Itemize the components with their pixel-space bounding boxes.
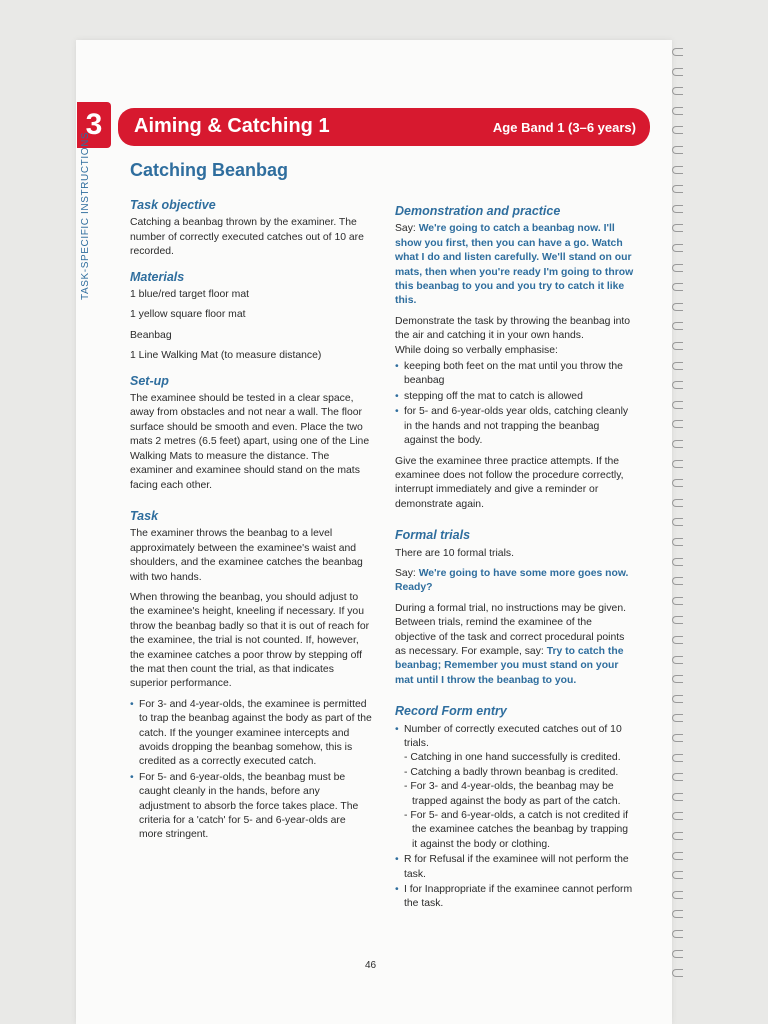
say-script: We're going to have some more goes now. Ready? — [395, 567, 629, 594]
demonstration-heading: Demonstration and practice — [395, 204, 561, 218]
spiral-loop — [672, 950, 683, 958]
side-section-label: TASK-SPECIFIC INSTRUCTIONS — [80, 131, 91, 300]
setup-text: The examinee should be tested in a clear space, away from obstacles and not near a wall. The floor surface should be smooth and even. Place the two mats 2 metres (6.5 feet) apart, using one of the Line Walking Mats to measure the distance. The examiner and examinee should stand on the mats facing each other. — [130, 393, 370, 491]
materials-item: 1 Line Walking Mat (to measure distance) — [130, 350, 322, 362]
spiral-loop — [672, 969, 683, 977]
spiral-loop — [672, 68, 683, 76]
emphasis-bullet-list — [395, 360, 635, 448]
formal-trials-paragraph: There are 10 formal trials. — [395, 547, 514, 559]
materials-item: 1 blue/red target floor mat — [130, 289, 249, 301]
age-band-label: Age Band 1 (3–6 years) — [492, 120, 636, 135]
record-bullet-list — [395, 723, 635, 912]
spiral-loop — [672, 910, 683, 918]
task-paragraph: When throwing the beanbag, you should adjust to the examinee's height, kneeling if necessary. If you throw the beanbag badly so that it is out of reach for the examinee, the trial is not counted. If, however, the examinee catches a poor throw by stepping off the mat then count the trial, as that indicates superior performance. — [130, 591, 370, 690]
spiral-loop — [672, 342, 683, 350]
spiral-loop — [672, 852, 683, 860]
spiral-loop — [672, 773, 683, 781]
spiral-loop — [672, 460, 683, 468]
spiral-loop — [672, 734, 683, 742]
chapter-number-tab: 3 — [77, 102, 111, 148]
spiral-loop — [672, 597, 683, 605]
say-script: Try to catch the beanbag; Remember you must stand on your mat until I throw the beanbag to you. — [395, 645, 624, 686]
spiral-loop — [672, 558, 683, 566]
spiral-loop — [672, 871, 683, 879]
spiral-loop — [672, 146, 683, 154]
spiral-loop — [672, 479, 683, 487]
say-prefix: Say: — [395, 223, 419, 235]
spiral-loop — [672, 812, 683, 820]
spiral-loop — [672, 891, 683, 899]
page-title: Catching Beanbag — [130, 160, 289, 180]
list-item: • For 5- and 6-year-olds, the beanbag must be caught cleanly in the hands, before any adjustment to absorb the force takes place. The criteria for a 'catch' for 5- and 6-year-olds are more stringent. — [130, 771, 372, 843]
spiral-loop — [672, 224, 683, 232]
spiral-loop — [672, 440, 683, 448]
list-item: • keeping both feet on the mat until you throw the beanbag — [395, 360, 635, 389]
spiral-loop — [672, 832, 683, 840]
formal-trials-say — [395, 567, 635, 596]
spiral-loop — [672, 518, 683, 526]
spiral-loop — [672, 754, 683, 762]
list-item — [395, 723, 635, 853]
spiral-loop — [672, 185, 683, 193]
record-sub-item: - For 3- and 4-year-olds, the beanbag may be trapped against the body as part of the catch. — [404, 781, 621, 807]
formal-trials-paragraph — [395, 602, 635, 688]
spiral-loop — [672, 87, 683, 95]
materials-heading: Materials — [130, 269, 185, 284]
list-item: • for 5- and 6-year-olds year olds, catching cleanly in the hands and not trapping the beanbag against the body. — [395, 405, 635, 448]
spiral-loop — [672, 616, 683, 624]
right-column — [395, 204, 635, 913]
banner-title: Aiming & Catching 1 — [134, 115, 330, 137]
demonstration-paragraph: Give the examinee three practice attempts. If the examinee does not follow the procedure correctly, interrupt immediately and give a reminder or demonstrate again. — [395, 455, 624, 510]
spiral-binding — [668, 40, 690, 1000]
spiral-loop — [672, 283, 683, 291]
task-bullet-list — [130, 698, 372, 843]
record-sub-item: - Catching a badly thrown beanbag is credited. — [404, 766, 619, 778]
materials-item: Beanbag — [130, 329, 172, 341]
materials-list — [130, 288, 372, 364]
spiral-loop — [672, 48, 683, 56]
spiral-loop — [672, 126, 683, 134]
record-form-heading: Record Form entry — [395, 704, 507, 719]
spiral-loop — [672, 675, 683, 683]
spiral-loop — [672, 420, 683, 428]
spiral-loop — [672, 205, 683, 213]
spiral-loop — [672, 401, 683, 409]
demonstration-paragraph: While doing so verbally emphasise: — [395, 344, 558, 356]
page-number: 46 — [365, 960, 377, 971]
spiral-loop — [672, 166, 683, 174]
task-objective-text: Catching a beanbag thrown by the examiner. The number of correctly executed catches out of 10 are recorded. — [130, 217, 364, 258]
spiral-loop — [672, 656, 683, 664]
say-prefix: Say: — [395, 567, 419, 579]
spiral-loop — [672, 714, 683, 722]
record-sub-item: - For 5- and 6-year-olds, a catch is not credited if the examinee catches the beanbag by trapping it against the body or clothing. — [404, 810, 629, 850]
section-banner — [118, 108, 650, 146]
spiral-loop — [672, 695, 683, 703]
spiral-loop — [672, 381, 683, 389]
spiral-loop — [672, 264, 683, 272]
spiral-loop — [672, 322, 683, 330]
spiral-loop — [672, 303, 683, 311]
task-objective-heading: Task objective — [130, 198, 216, 212]
formal-trials-heading: Formal trials — [395, 528, 471, 543]
formal-trials-text: During a formal trial, no instructions may be given. Between trials, remind the examinee of the objective of the task and correct procedural points as necessary. For example, say: — [395, 602, 627, 657]
spiral-loop — [672, 793, 683, 801]
task-paragraph: The examiner throws the beanbag to a level approximately between the examinee's waist and shoulders, and the examinee catches the beanbag with two hands. — [130, 528, 363, 583]
spiral-loop — [672, 930, 683, 938]
spiral-loop — [672, 107, 683, 115]
task-heading: Task — [130, 508, 159, 523]
record-sub-list — [404, 751, 635, 852]
spiral-loop — [672, 244, 683, 252]
spiral-loop — [672, 362, 683, 370]
demonstration-say — [395, 222, 635, 308]
spiral-loop — [672, 636, 683, 644]
spiral-loop — [672, 499, 683, 507]
say-script: We're going to catch a beanbag now. I'll show you first, then you can have a go. Watch what I do and listen carefully. We'll stand on our mats, then when you're ready I'm going to throw this beanbag to you and you try to catch it like this. — [395, 223, 634, 307]
list-item: • R for Refusal if the examinee will not perform the task. — [395, 853, 635, 882]
materials-item: 1 yellow square floor mat — [130, 309, 246, 321]
spiral-loop — [672, 538, 683, 546]
record-sub-item: - Catching in one hand successfully is credited. — [404, 752, 621, 764]
record-bullet-text: • Number of correctly executed catches out of 10 trials. — [404, 723, 622, 749]
left-column — [130, 198, 372, 849]
list-item: • For 3- and 4-year-olds, the examinee is permitted to trap the beanbag against the body as part of the catch. If the younger examinee intercepts and avoids dropping the beanbag somehow, this is credited as a correctly executed catch. — [130, 698, 372, 770]
spiral-loop — [672, 577, 683, 585]
list-item: • stepping off the mat to catch is allowed — [395, 390, 635, 404]
list-item: • I for Inappropriate if the examinee cannot perform the task. — [395, 883, 635, 912]
setup-heading: Set-up — [130, 373, 169, 388]
demonstration-paragraph: Demonstrate the task by throwing the beanbag into the air and catching it in your own hands. — [395, 315, 631, 342]
